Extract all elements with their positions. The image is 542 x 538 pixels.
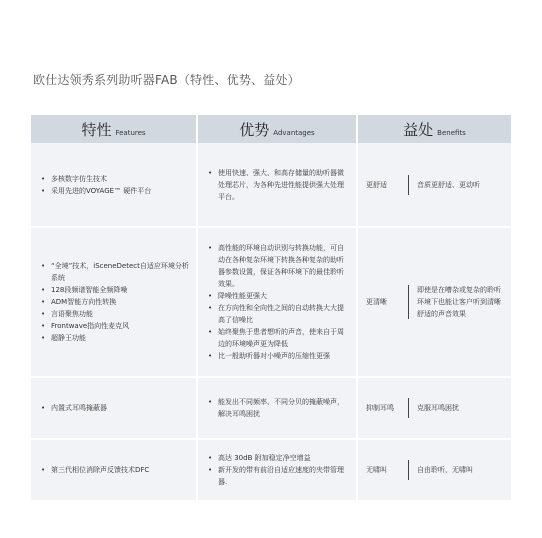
feature-item: • 多核数字仿生技术 — [41, 173, 190, 185]
benefit-text: 音质更舒适、更动听 — [417, 180, 480, 189]
feature-item: • 采用先进的VOYAGE™ 硬件平台 — [41, 185, 190, 197]
advantage-item: • 高达 30dB 附加稳定净空增益 — [208, 452, 350, 464]
advantages-header-cn: 优势 — [239, 120, 270, 139]
header-row — [31, 115, 511, 143]
advantages-header — [196, 115, 356, 143]
feature-item: • 超静王功能 — [41, 332, 190, 344]
benefit-label: 抑制耳鸣 — [366, 404, 394, 412]
fab-table — [31, 115, 511, 500]
benefit-divider — [408, 285, 409, 319]
features-cell — [31, 438, 196, 500]
features-header-cn: 特性 — [81, 120, 112, 139]
features-cell — [31, 376, 196, 438]
advantages-cell — [196, 226, 356, 376]
features-cell — [31, 143, 196, 226]
advantage-item: • 在方向性和全向性之间的自动转换大大提高了信噪比 — [208, 302, 350, 326]
feature-item: • 内置式耳鸣掩蔽器 — [41, 402, 190, 414]
advantages-header-en: Advantages — [273, 128, 315, 137]
benefit-label: 更舒适 — [366, 180, 387, 189]
advantages-cell — [196, 376, 356, 438]
features-header — [31, 115, 196, 143]
benefit-text: 自由聆听，无啸叫 — [417, 466, 473, 474]
benefits-cell — [356, 376, 511, 438]
benefits-cell — [356, 438, 511, 500]
advantage-item: • 降噪性能更强大 — [208, 290, 350, 302]
benefit-divider — [408, 460, 409, 480]
features-cell — [31, 226, 196, 376]
benefits-header-en: Benefits — [437, 128, 466, 137]
benefit-text: 克服耳鸣困扰 — [417, 404, 459, 412]
feature-item: • Frontwave指向性麦克风 — [41, 320, 190, 332]
advantage-item: • 能发出不同频率、不同分贝的掩蔽噪声，解决耳鸣困扰 — [208, 396, 350, 420]
advantage-item: • 始终聚焦于患者想听的声音，使来自于周边的环境噪声更为降低 — [208, 326, 350, 350]
feature-item: • ADM智能方向性转换 — [41, 296, 190, 308]
benefit-label: 无啸叫 — [366, 466, 387, 474]
feature-item: • 第三代相位消除声反馈技术DFC — [41, 464, 190, 476]
benefits-header-cn: 益处 — [403, 120, 434, 139]
features-header-en: Features — [115, 128, 146, 137]
page-title: 欧仕达领秀系列助听器FAB（特性、优势、益处） — [33, 73, 300, 87]
advantage-item: • 比一般助听器对小噪声的压缩性更强 — [208, 350, 350, 362]
feature-item: • “全境”技术，iSceneDetect自适应环境分析系统 — [41, 260, 190, 284]
benefit-label: 更清晰 — [366, 298, 387, 306]
benefit-text: 即使是在嘈杂或复杂的聆听环境下也能让客户听到清晰舒适的声音效果 — [417, 286, 501, 318]
table-row — [31, 438, 511, 500]
benefits-cell — [356, 143, 511, 226]
table-row — [31, 376, 511, 438]
table-row — [31, 143, 511, 226]
advantage-item: • 新开发的带有前沿自适应速度的夹带管理器. — [208, 464, 350, 488]
advantage-item: • 使用快速、强大、和高存储量的助听器微处理芯片，为各种先进性能提供强大处理平台。 — [208, 167, 350, 203]
benefit-divider — [408, 175, 409, 195]
advantages-cell — [196, 143, 356, 226]
table-row — [31, 226, 511, 376]
feature-item: • 128段频谱智能全频降噪 — [41, 284, 190, 296]
feature-item: • 言语聚焦功能 — [41, 308, 190, 320]
advantage-item: • 高性能的环境自动识别与转换功能，可自动在各种复杂环境下转换各种复杂的助听器参数设置，保证各种环境下的最佳聆听效果。 — [208, 242, 350, 290]
benefits-cell — [356, 226, 511, 376]
advantages-cell — [196, 438, 356, 500]
benefits-header — [356, 115, 511, 143]
benefit-divider — [408, 398, 409, 418]
